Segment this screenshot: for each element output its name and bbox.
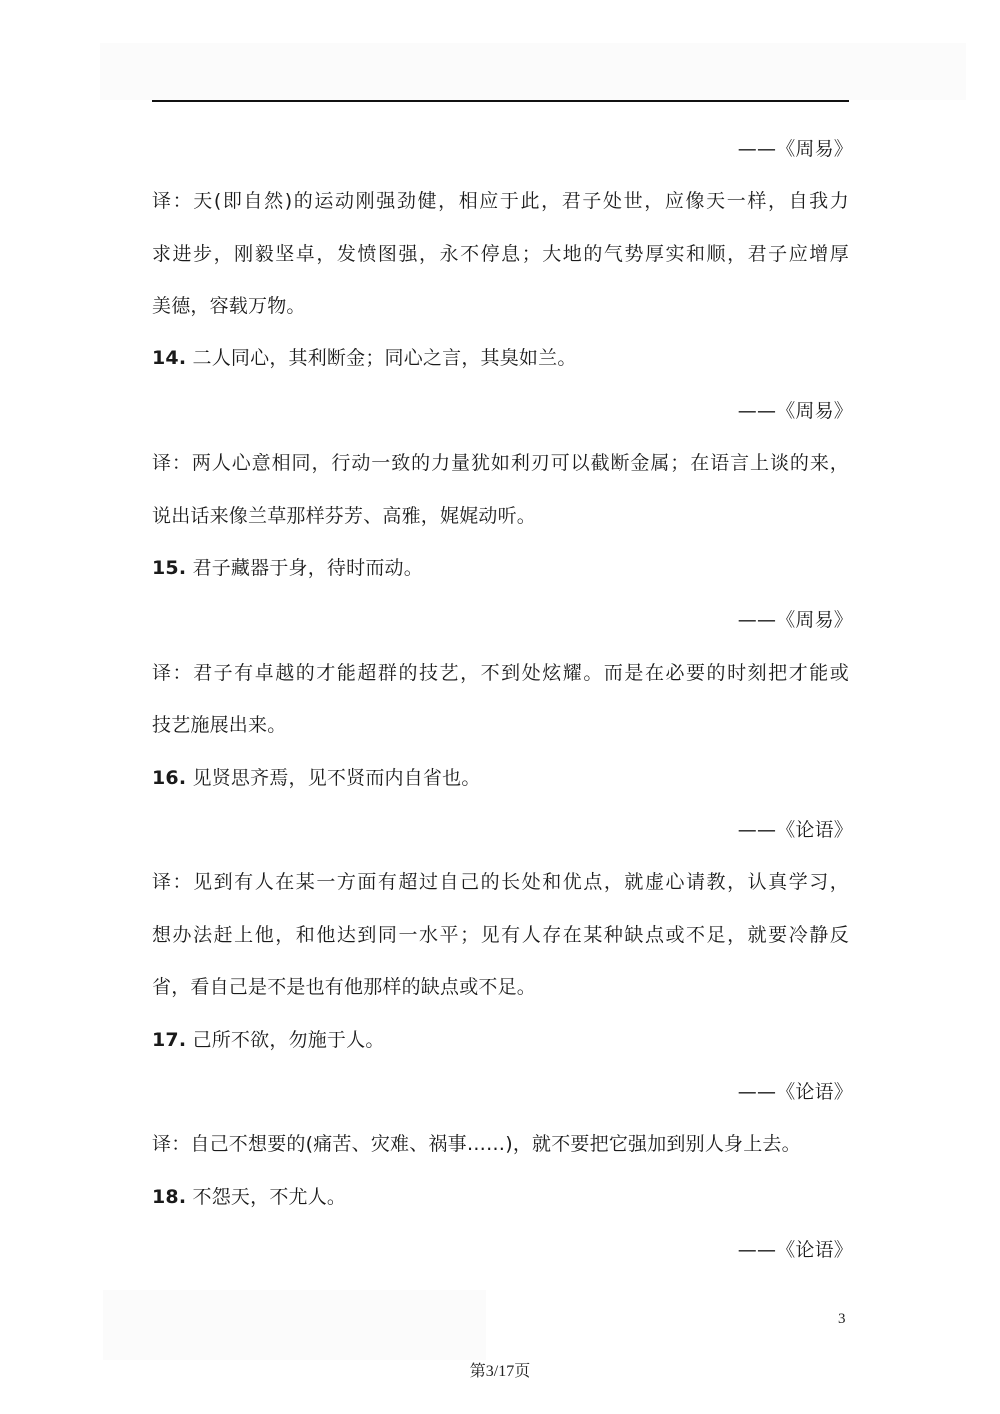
quote-source: ——《论语》 xyxy=(737,1239,853,1261)
quote-item xyxy=(152,765,849,791)
translation-line: 译：两人心意相同，行动一致的力量犹如利刃可以截断金属；在语言上谈的来， xyxy=(152,452,849,474)
page-number: 3 xyxy=(838,1311,846,1327)
quote-text: 不怨天，不尤人。 xyxy=(192,1186,347,1208)
quote-text: 己所不欲，勿施于人。 xyxy=(192,1029,385,1051)
quote-source: ——《周易》 xyxy=(737,138,853,160)
quote-item xyxy=(152,1027,849,1053)
header-shade xyxy=(100,43,966,100)
quote-number: 17. xyxy=(152,1029,187,1051)
quote-number: 16. xyxy=(152,767,187,789)
quote-number: 14. xyxy=(152,347,187,369)
translation-line: 美德，容载万物。 xyxy=(152,295,306,317)
quote-source: ——《周易》 xyxy=(737,609,853,631)
quote-item xyxy=(152,1184,849,1210)
quote-number: 18. xyxy=(152,1186,187,1208)
quote-text: 见贤思齐焉，见不贤而内自省也。 xyxy=(192,767,481,789)
translation-line: 省，看自己是不是也有他那样的缺点或不足。 xyxy=(152,976,537,998)
quote-source: ——《论语》 xyxy=(737,819,853,841)
translation-line: 译：见到有人在某一方面有超过自己的长处和优点，就虚心请教，认真学习， xyxy=(152,871,849,893)
quote-number: 15. xyxy=(152,557,187,579)
translation-line: 译：自己不想要的(痛苦、灾难、祸事……)，就不要把它强加到别人身上去。 xyxy=(152,1133,801,1155)
quote-source: ——《论语》 xyxy=(737,1081,853,1103)
quote-text: 君子藏器于身，待时而动。 xyxy=(192,557,423,579)
translation-line: 说出话来像兰草那样芬芳、高雅，娓娓动听。 xyxy=(152,505,537,527)
quote-source: ——《周易》 xyxy=(737,400,853,422)
quote-item xyxy=(152,345,849,371)
quote-text: 二人同心，其利断金；同心之言，其臭如兰。 xyxy=(192,347,577,369)
page-footer: 第3/17页 xyxy=(469,1363,531,1380)
translation-line: 求进步，刚毅坚卓，发愤图强，永不停息；大地的气势厚实和顺，君子应增厚 xyxy=(152,243,849,265)
translation-line: 译：天(即自然)的运动刚强劲健，相应于此，君子处世，应像天一样，自我力 xyxy=(152,190,849,212)
footer-shade xyxy=(103,1290,486,1360)
header-rule xyxy=(152,100,849,102)
translation-line: 译：君子有卓越的才能超群的技艺，不到处炫耀。而是在必要的时刻把才能或 xyxy=(152,662,849,684)
translation-line: 想办法赶上他，和他达到同一水平；见有人存在某种缺点或不足，就要冷静反 xyxy=(152,924,849,946)
translation-line: 技艺施展出来。 xyxy=(152,714,287,736)
quote-item xyxy=(152,555,849,581)
